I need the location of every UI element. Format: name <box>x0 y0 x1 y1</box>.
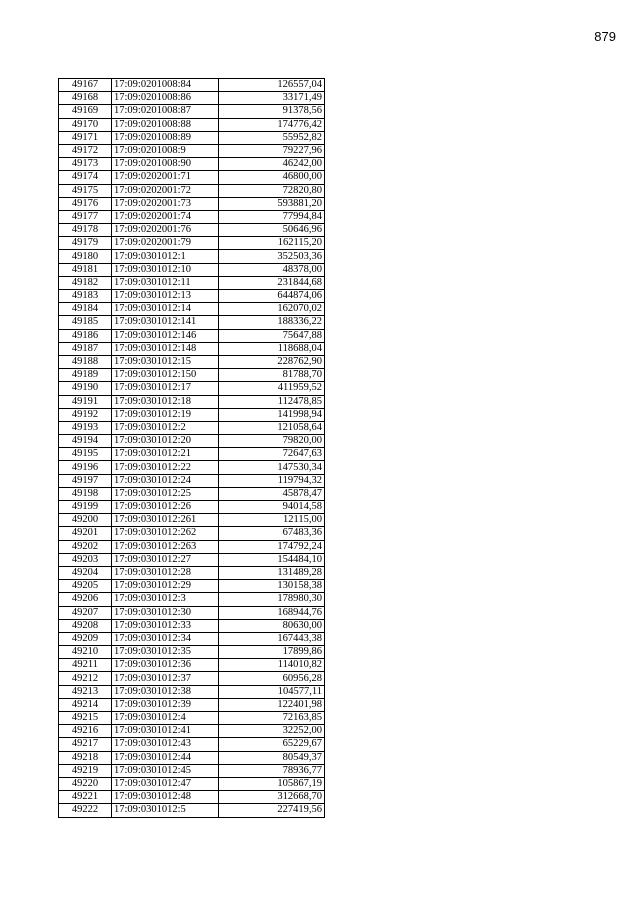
row-id-cell: 49203 <box>59 553 112 566</box>
table-row <box>59 395 325 408</box>
table-row <box>59 92 325 105</box>
amount-cell: 312668,70 <box>219 791 325 804</box>
cadastral-number-cell: 17:09:0301012:14 <box>112 303 219 316</box>
table-row <box>59 435 325 448</box>
row-id-cell: 49202 <box>59 540 112 553</box>
cadastral-number-cell: 17:09:0201008:88 <box>112 118 219 131</box>
amount-cell: 593881,20 <box>219 197 325 210</box>
row-id-cell: 49183 <box>59 290 112 303</box>
data-table <box>58 78 325 818</box>
cadastral-number-cell: 17:09:0301012:141 <box>112 316 219 329</box>
table-row <box>59 316 325 329</box>
table-row <box>59 421 325 434</box>
amount-cell: 33171,49 <box>219 92 325 105</box>
amount-cell: 644874,06 <box>219 290 325 303</box>
cadastral-number-cell: 17:09:0301012:262 <box>112 527 219 540</box>
cadastral-number-cell: 17:09:0301012:47 <box>112 777 219 790</box>
cadastral-number-cell: 17:09:0301012:33 <box>112 619 219 632</box>
amount-cell: 67483,36 <box>219 527 325 540</box>
cadastral-number-cell: 17:09:0202001:73 <box>112 197 219 210</box>
cadastral-number-cell: 17:09:0301012:41 <box>112 725 219 738</box>
table-row <box>59 580 325 593</box>
table-row <box>59 764 325 777</box>
table-row <box>59 619 325 632</box>
table-row <box>59 527 325 540</box>
row-id-cell: 49206 <box>59 593 112 606</box>
table-row <box>59 698 325 711</box>
amount-cell: 45878,47 <box>219 487 325 500</box>
table-row <box>59 646 325 659</box>
amount-cell: 228762,90 <box>219 355 325 368</box>
table-row <box>59 158 325 171</box>
row-id-cell: 49170 <box>59 118 112 131</box>
amount-cell: 178980,30 <box>219 593 325 606</box>
row-id-cell: 49213 <box>59 685 112 698</box>
amount-cell: 50646,96 <box>219 224 325 237</box>
table-row <box>59 290 325 303</box>
table-row <box>59 329 325 342</box>
cadastral-number-cell: 17:09:0202001:72 <box>112 184 219 197</box>
amount-cell: 65229,67 <box>219 738 325 751</box>
row-id-cell: 49200 <box>59 514 112 527</box>
cadastral-number-cell: 17:09:0301012:11 <box>112 276 219 289</box>
amount-cell: 167443,38 <box>219 632 325 645</box>
cadastral-number-cell: 17:09:0201008:84 <box>112 79 219 92</box>
table-row <box>59 303 325 316</box>
row-id-cell: 49186 <box>59 329 112 342</box>
amount-cell: 72820,80 <box>219 184 325 197</box>
cadastral-number-cell: 17:09:0301012:15 <box>112 355 219 368</box>
amount-cell: 118688,04 <box>219 342 325 355</box>
table-row <box>59 131 325 144</box>
cadastral-number-cell: 17:09:0301012:24 <box>112 474 219 487</box>
cadastral-number-cell: 17:09:0301012:43 <box>112 738 219 751</box>
table-row <box>59 461 325 474</box>
table-row <box>59 276 325 289</box>
table-row <box>59 79 325 92</box>
amount-cell: 121058,64 <box>219 421 325 434</box>
row-id-cell: 49217 <box>59 738 112 751</box>
row-id-cell: 49218 <box>59 751 112 764</box>
cadastral-number-cell: 17:09:0202001:71 <box>112 171 219 184</box>
table-row <box>59 408 325 421</box>
cadastral-number-cell: 17:09:0201008:89 <box>112 131 219 144</box>
row-id-cell: 49216 <box>59 725 112 738</box>
row-id-cell: 49184 <box>59 303 112 316</box>
amount-cell: 60956,28 <box>219 672 325 685</box>
table-row <box>59 474 325 487</box>
row-id-cell: 49172 <box>59 144 112 157</box>
row-id-cell: 49208 <box>59 619 112 632</box>
cadastral-number-cell: 17:09:0301012:3 <box>112 593 219 606</box>
amount-cell: 188336,22 <box>219 316 325 329</box>
amount-cell: 105867,19 <box>219 777 325 790</box>
row-id-cell: 49173 <box>59 158 112 171</box>
cadastral-number-cell: 17:09:0301012:27 <box>112 553 219 566</box>
row-id-cell: 49220 <box>59 777 112 790</box>
cadastral-number-cell: 17:09:0301012:37 <box>112 672 219 685</box>
table-row <box>59 804 325 817</box>
amount-cell: 114010,82 <box>219 659 325 672</box>
table-row <box>59 725 325 738</box>
row-id-cell: 49175 <box>59 184 112 197</box>
amount-cell: 72163,85 <box>219 712 325 725</box>
row-id-cell: 49215 <box>59 712 112 725</box>
row-id-cell: 49207 <box>59 606 112 619</box>
table-row <box>59 382 325 395</box>
row-id-cell: 49204 <box>59 566 112 579</box>
cadastral-number-cell: 17:09:0301012:34 <box>112 632 219 645</box>
row-id-cell: 49177 <box>59 210 112 223</box>
table-row <box>59 659 325 672</box>
row-id-cell: 49195 <box>59 448 112 461</box>
row-id-cell: 49181 <box>59 263 112 276</box>
cadastral-number-cell: 17:09:0301012:261 <box>112 514 219 527</box>
cadastral-number-cell: 17:09:0301012:19 <box>112 408 219 421</box>
table-row <box>59 448 325 461</box>
table-row <box>59 224 325 237</box>
amount-cell: 46242,00 <box>219 158 325 171</box>
cadastral-number-cell: 17:09:0301012:10 <box>112 263 219 276</box>
cadastral-number-cell: 17:09:0301012:39 <box>112 698 219 711</box>
table-row <box>59 632 325 645</box>
table-row <box>59 606 325 619</box>
row-id-cell: 49198 <box>59 487 112 500</box>
cadastral-number-cell: 17:09:0301012:26 <box>112 501 219 514</box>
amount-cell: 78936,77 <box>219 764 325 777</box>
cadastral-number-cell: 17:09:0301012:28 <box>112 566 219 579</box>
row-id-cell: 49211 <box>59 659 112 672</box>
table-row <box>59 118 325 131</box>
amount-cell: 80549,37 <box>219 751 325 764</box>
table-row <box>59 263 325 276</box>
table-row <box>59 237 325 250</box>
amount-cell: 126557,04 <box>219 79 325 92</box>
row-id-cell: 49190 <box>59 382 112 395</box>
table-row <box>59 144 325 157</box>
amount-cell: 77994,84 <box>219 210 325 223</box>
table-row <box>59 777 325 790</box>
table-row <box>59 566 325 579</box>
cadastral-number-cell: 17:09:0301012:30 <box>112 606 219 619</box>
cadastral-number-cell: 17:09:0301012:148 <box>112 342 219 355</box>
cadastral-number-cell: 17:09:0301012:263 <box>112 540 219 553</box>
table-row <box>59 355 325 368</box>
row-id-cell: 49196 <box>59 461 112 474</box>
row-id-cell: 49201 <box>59 527 112 540</box>
row-id-cell: 49197 <box>59 474 112 487</box>
amount-cell: 352503,36 <box>219 250 325 263</box>
table-row <box>59 540 325 553</box>
amount-cell: 112478,85 <box>219 395 325 408</box>
table-row <box>59 712 325 725</box>
row-id-cell: 49205 <box>59 580 112 593</box>
cadastral-number-cell: 17:09:0301012:22 <box>112 461 219 474</box>
row-id-cell: 49222 <box>59 804 112 817</box>
cadastral-number-cell: 17:09:0201008:87 <box>112 105 219 118</box>
row-id-cell: 49191 <box>59 395 112 408</box>
amount-cell: 162070,02 <box>219 303 325 316</box>
cadastral-number-cell: 17:09:0301012:13 <box>112 290 219 303</box>
cadastral-number-cell: 17:09:0301012:45 <box>112 764 219 777</box>
row-id-cell: 49219 <box>59 764 112 777</box>
table-row <box>59 487 325 500</box>
row-id-cell: 49221 <box>59 791 112 804</box>
table-row <box>59 501 325 514</box>
cadastral-number-cell: 17:09:0301012:25 <box>112 487 219 500</box>
cadastral-number-cell: 17:09:0301012:5 <box>112 804 219 817</box>
amount-cell: 75647,88 <box>219 329 325 342</box>
table-row <box>59 210 325 223</box>
amount-cell: 17899,86 <box>219 646 325 659</box>
row-id-cell: 49178 <box>59 224 112 237</box>
row-id-cell: 49193 <box>59 421 112 434</box>
cadastral-number-cell: 17:09:0202001:79 <box>112 237 219 250</box>
cadastral-number-cell: 17:09:0301012:150 <box>112 369 219 382</box>
cadastral-number-cell: 17:09:0301012:1 <box>112 250 219 263</box>
cadastral-number-cell: 17:09:0201008:90 <box>112 158 219 171</box>
page-number: 879 <box>594 29 616 44</box>
amount-cell: 154484,10 <box>219 553 325 566</box>
amount-cell: 130158,38 <box>219 580 325 593</box>
table-row <box>59 672 325 685</box>
table-row <box>59 593 325 606</box>
cadastral-number-cell: 17:09:0301012:48 <box>112 791 219 804</box>
row-id-cell: 49176 <box>59 197 112 210</box>
cadastral-number-cell: 17:09:0202001:76 <box>112 224 219 237</box>
amount-cell: 119794,32 <box>219 474 325 487</box>
cadastral-number-cell: 17:09:0301012:38 <box>112 685 219 698</box>
amount-cell: 411959,52 <box>219 382 325 395</box>
row-id-cell: 49185 <box>59 316 112 329</box>
row-id-cell: 49210 <box>59 646 112 659</box>
table-row <box>59 250 325 263</box>
row-id-cell: 49212 <box>59 672 112 685</box>
amount-cell: 79820,00 <box>219 435 325 448</box>
amount-cell: 174792,24 <box>219 540 325 553</box>
row-id-cell: 49199 <box>59 501 112 514</box>
row-id-cell: 49169 <box>59 105 112 118</box>
amount-cell: 131489,28 <box>219 566 325 579</box>
cadastral-number-cell: 17:09:0301012:2 <box>112 421 219 434</box>
table-row <box>59 685 325 698</box>
row-id-cell: 49187 <box>59 342 112 355</box>
cadastral-number-cell: 17:09:0301012:44 <box>112 751 219 764</box>
amount-cell: 48378,00 <box>219 263 325 276</box>
amount-cell: 32252,00 <box>219 725 325 738</box>
cadastral-number-cell: 17:09:0201008:9 <box>112 144 219 157</box>
cadastral-number-cell: 17:09:0301012:21 <box>112 448 219 461</box>
amount-cell: 168944,76 <box>219 606 325 619</box>
cadastral-number-cell: 17:09:0202001:74 <box>112 210 219 223</box>
table-row <box>59 369 325 382</box>
cadastral-number-cell: 17:09:0301012:29 <box>112 580 219 593</box>
row-id-cell: 49171 <box>59 131 112 144</box>
table-row <box>59 553 325 566</box>
amount-cell: 227419,56 <box>219 804 325 817</box>
amount-cell: 12115,00 <box>219 514 325 527</box>
table-row <box>59 171 325 184</box>
amount-cell: 79227,96 <box>219 144 325 157</box>
row-id-cell: 49168 <box>59 92 112 105</box>
row-id-cell: 49209 <box>59 632 112 645</box>
table-row <box>59 514 325 527</box>
row-id-cell: 49194 <box>59 435 112 448</box>
table-row <box>59 105 325 118</box>
row-id-cell: 49174 <box>59 171 112 184</box>
cadastral-number-cell: 17:09:0301012:17 <box>112 382 219 395</box>
row-id-cell: 49189 <box>59 369 112 382</box>
cadastral-number-cell: 17:09:0201008:86 <box>112 92 219 105</box>
table-row <box>59 751 325 764</box>
table-row <box>59 197 325 210</box>
table-body <box>59 79 325 818</box>
cadastral-number-cell: 17:09:0301012:4 <box>112 712 219 725</box>
table-row <box>59 791 325 804</box>
amount-cell: 104577,11 <box>219 685 325 698</box>
table-row <box>59 184 325 197</box>
table-row <box>59 738 325 751</box>
amount-cell: 55952,82 <box>219 131 325 144</box>
amount-cell: 80630,00 <box>219 619 325 632</box>
amount-cell: 46800,00 <box>219 171 325 184</box>
amount-cell: 91378,56 <box>219 105 325 118</box>
row-id-cell: 49182 <box>59 276 112 289</box>
amount-cell: 162115,20 <box>219 237 325 250</box>
table-row <box>59 342 325 355</box>
amount-cell: 174776,42 <box>219 118 325 131</box>
amount-cell: 147530,34 <box>219 461 325 474</box>
cadastral-number-cell: 17:09:0301012:20 <box>112 435 219 448</box>
row-id-cell: 49214 <box>59 698 112 711</box>
cadastral-number-cell: 17:09:0301012:35 <box>112 646 219 659</box>
row-id-cell: 49188 <box>59 355 112 368</box>
cadastral-number-cell: 17:09:0301012:36 <box>112 659 219 672</box>
amount-cell: 122401,98 <box>219 698 325 711</box>
row-id-cell: 49167 <box>59 79 112 92</box>
amount-cell: 94014,58 <box>219 501 325 514</box>
cadastral-number-cell: 17:09:0301012:18 <box>112 395 219 408</box>
row-id-cell: 49192 <box>59 408 112 421</box>
amount-cell: 231844,68 <box>219 276 325 289</box>
row-id-cell: 49179 <box>59 237 112 250</box>
amount-cell: 72647,63 <box>219 448 325 461</box>
row-id-cell: 49180 <box>59 250 112 263</box>
amount-cell: 81788,70 <box>219 369 325 382</box>
amount-cell: 141998,94 <box>219 408 325 421</box>
cadastral-number-cell: 17:09:0301012:146 <box>112 329 219 342</box>
